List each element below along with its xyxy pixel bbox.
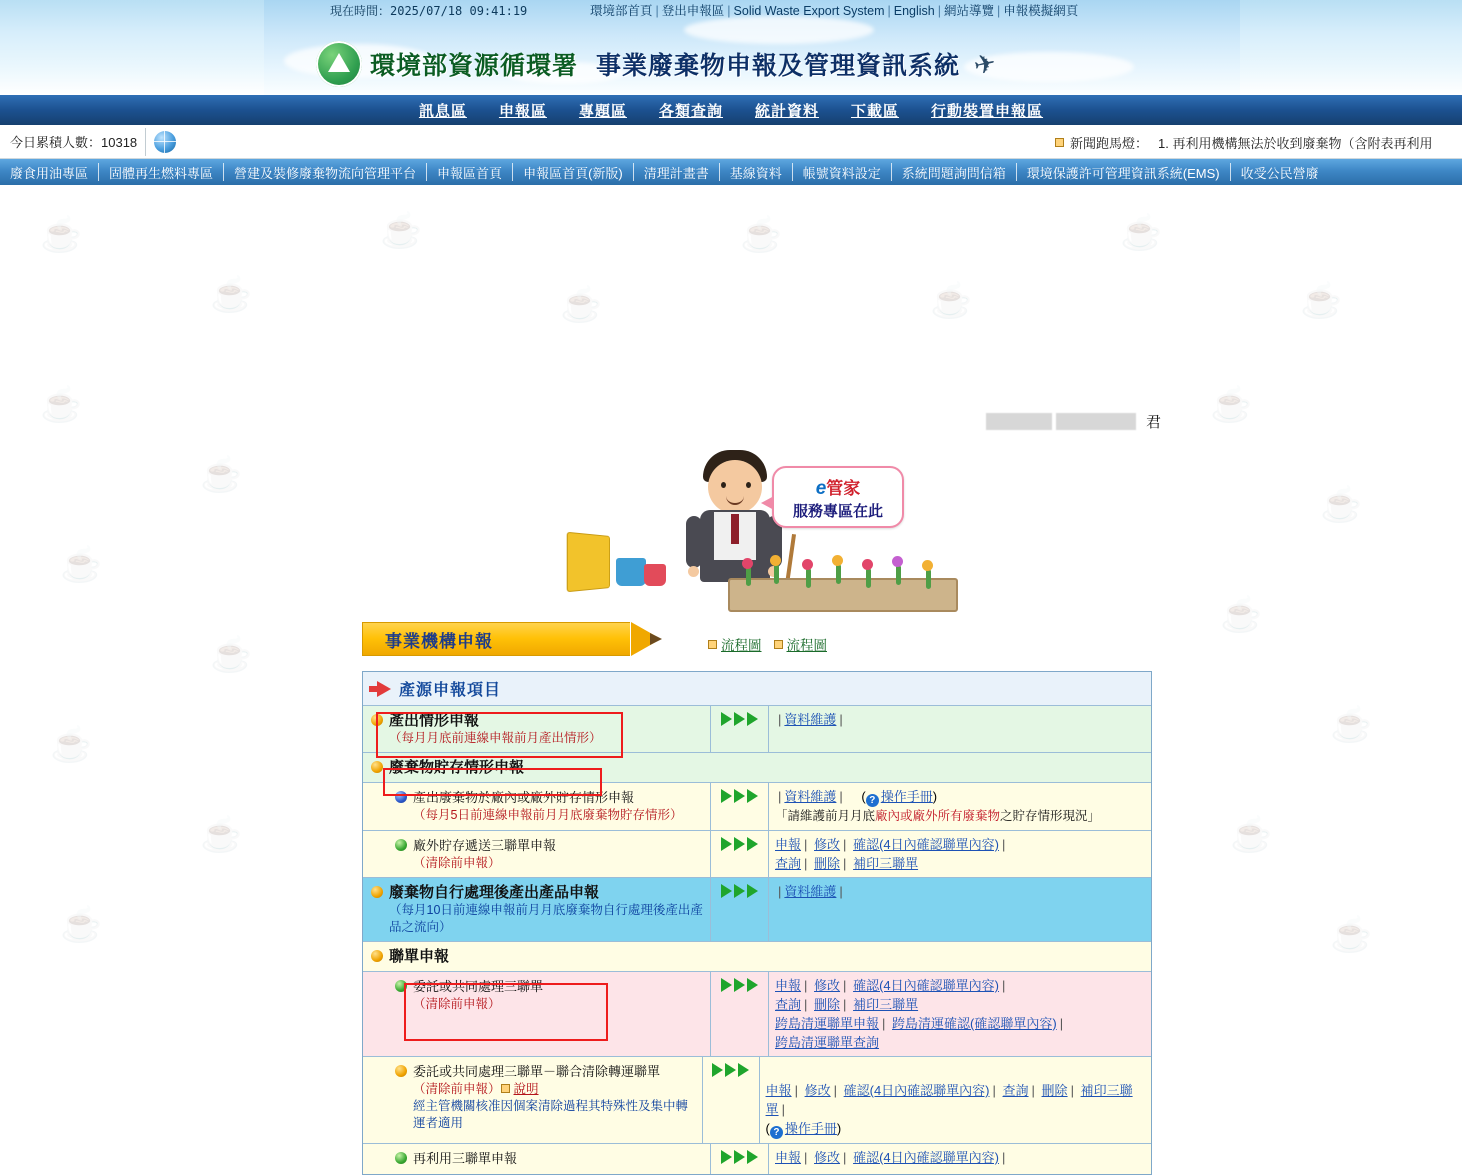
link-query[interactable]: 查詢 xyxy=(775,997,802,1012)
row-title: 再利用三聯單申報 xyxy=(413,1151,518,1166)
link-operation-manual[interactable]: 操作手冊 xyxy=(880,789,933,804)
system-name: 事業廢棄物申報及管理資訊系統 xyxy=(596,52,961,80)
flowchart-link-2[interactable]: 流程圖 xyxy=(786,638,827,653)
bullet-square-icon-2 xyxy=(774,640,783,649)
link-sitemap[interactable]: 網站導覽 xyxy=(944,4,995,18)
top-utility-bar xyxy=(0,0,1462,22)
agency-logo-icon xyxy=(316,41,362,87)
agency-name: 環境部資源循環署 xyxy=(370,52,579,80)
row-subtitle: （清除前申報） xyxy=(413,997,501,1011)
link-query[interactable]: 查詢 xyxy=(1002,1083,1029,1098)
row-label xyxy=(363,753,711,782)
link-modify[interactable]: 修改 xyxy=(814,1150,841,1165)
row-title: 委託或共同處理三聯單 xyxy=(413,979,544,994)
page-title: 事業機構申報 xyxy=(385,631,493,651)
row-title: 聯單申報 xyxy=(389,948,450,965)
table-header xyxy=(363,672,1151,706)
bucket-icon xyxy=(616,558,646,586)
link-export-system[interactable]: Solid Waste Export System xyxy=(733,4,885,18)
pencil-lead-icon xyxy=(650,633,662,645)
visitor-count: 今日累積人數：10318 xyxy=(10,135,138,150)
link-confirm[interactable]: 確認(4日內確認聯單內容) xyxy=(853,1150,999,1165)
row-links: 申報 | 修改 | 確認(4日內確認聯單內容) | 查詢 | 刪除 | 補印三聯單 | ( ? 操作手冊) xyxy=(765,1083,1133,1138)
link-modify[interactable]: 修改 xyxy=(814,837,841,852)
divider xyxy=(145,128,146,156)
table-row[interactable] xyxy=(363,942,1151,972)
row-title: 廢棄物自行處理後產出產品申報 xyxy=(389,884,600,901)
link-modify[interactable]: 修改 xyxy=(814,978,841,993)
row-label xyxy=(363,1144,711,1174)
news-label: 新聞跑馬燈： xyxy=(1070,135,1149,151)
link-data-maintenance[interactable]: 資料維護 xyxy=(784,712,837,727)
subnav-support-mailbox[interactable]: 系統問題詢問信箱 xyxy=(901,165,1006,181)
bubble-line-1-text: 管家 xyxy=(826,478,861,498)
link-declare[interactable]: 申報 xyxy=(765,1083,792,1098)
news-ticker xyxy=(1055,125,1462,159)
bullet-orange-icon xyxy=(371,886,383,898)
subnav-baseline-data[interactable]: 基線資料 xyxy=(729,165,782,181)
bubble-line-1 xyxy=(816,474,861,500)
mascot-hand-left xyxy=(688,566,699,577)
brand-row xyxy=(264,40,1240,88)
table-header-title: 產源申報項目 xyxy=(399,682,502,699)
user-name-redacted-2 xyxy=(1056,413,1136,430)
row-links: | 資料維護 | xyxy=(778,884,843,899)
mascot-eye-left xyxy=(721,482,726,488)
question-mark-icon: ? xyxy=(866,794,879,807)
menu-downloads[interactable]: 下載區 xyxy=(851,102,900,120)
flower-planter xyxy=(728,578,958,612)
subnav-declaration-home[interactable]: 申報區首頁 xyxy=(437,165,503,181)
mascot-eye-right xyxy=(746,482,751,488)
row-label xyxy=(363,942,711,971)
caution-sign-icon xyxy=(567,532,610,593)
row-label xyxy=(363,878,711,941)
bullet-orange-icon xyxy=(371,714,383,726)
row-subtitle: （每月月底前連線申報前月產出情形） xyxy=(389,731,602,745)
table-row[interactable] xyxy=(363,831,1151,878)
row-title: 委託或共同處理三聯單－聯合清除轉運聯單 xyxy=(413,1064,661,1079)
user-name-redacted xyxy=(986,413,1052,430)
bubble-line-2: 服務專區在此 xyxy=(792,502,883,520)
row-subtitle-text: （清除前申報） xyxy=(413,1082,501,1096)
row-subtitle: （清除前申報） xyxy=(413,856,501,870)
bucket-icon-2 xyxy=(644,564,666,586)
mascot-head xyxy=(708,460,762,514)
link-cross-island-query[interactable]: 跨島清運聯單查詢 xyxy=(775,1035,880,1050)
mascot-illustration xyxy=(560,438,980,613)
table-row[interactable] xyxy=(363,972,1151,1057)
flow-chart-links xyxy=(708,634,839,654)
link-cross-island-declare[interactable]: 跨島清運聯單申報 xyxy=(775,1016,880,1031)
row-arrows xyxy=(703,1057,760,1143)
link-reprint[interactable]: 補印三聯單 xyxy=(765,1083,1133,1117)
flowchart-link-1[interactable]: 流程圖 xyxy=(721,638,762,653)
row-arrows xyxy=(711,706,769,752)
current-time: 現在時間：2025/07/18 09:41:19 xyxy=(330,4,528,18)
bullet-green-icon xyxy=(395,980,407,992)
subnav-cleanup-plan[interactable]: 清理計畫書 xyxy=(643,165,709,181)
row-arrows xyxy=(711,831,769,877)
link-description[interactable]: 說明 xyxy=(513,1082,539,1096)
subnav-waste-oil[interactable]: 廢食用油專區 xyxy=(10,165,89,181)
right-arrow-icon xyxy=(377,681,391,697)
link-demo-site[interactable]: 申報模擬網頁 xyxy=(1003,4,1079,18)
main-menu xyxy=(0,95,1462,125)
link-data-maintenance[interactable]: 資料維護 xyxy=(784,884,837,899)
question-mark-icon: ? xyxy=(770,1126,783,1139)
speech-bubble xyxy=(772,466,904,528)
bullet-square-icon xyxy=(1055,138,1064,147)
declaration-items-table xyxy=(362,671,1152,1175)
table-row[interactable] xyxy=(363,783,1151,831)
menu-queries[interactable]: 各類查詢 xyxy=(658,102,723,120)
bullet-orange-icon xyxy=(371,761,383,773)
bullet-blue-icon xyxy=(395,791,407,803)
menu-statistics[interactable]: 統計資料 xyxy=(755,102,820,120)
subnav-construction-waste[interactable]: 營建及裝修廢棄物流向管理平台 xyxy=(234,165,417,181)
row-label xyxy=(363,1057,703,1143)
bullet-square-icon xyxy=(708,640,717,649)
row-description: 經主管機關核准因個案清除過程其特殊性及集中轉運者適用 xyxy=(413,1099,689,1130)
row-links: 申報 | 修改 | 確認(4日內確認聯單內容) | xyxy=(775,1150,1006,1165)
link-delete[interactable]: 刪除 xyxy=(1041,1083,1068,1098)
table-row[interactable] xyxy=(363,878,1151,942)
logged-in-user xyxy=(986,411,1161,432)
link-declare[interactable]: 申報 xyxy=(775,1150,802,1165)
link-data-maintenance[interactable]: 資料維護 xyxy=(784,789,837,804)
airplane-icon: ✈ xyxy=(971,46,999,81)
table-row[interactable] xyxy=(363,753,1151,783)
sub-navigation xyxy=(0,159,1462,185)
row-title: 廢棄物貯存情形申報 xyxy=(389,759,525,776)
visitor-counter-row xyxy=(0,125,1462,159)
section-title-banner xyxy=(362,622,682,656)
bullet-green-icon xyxy=(395,1152,407,1164)
link-cross-island-confirm[interactable]: 跨島清運確認(確認聯單內容) xyxy=(892,1016,1057,1031)
link-declare[interactable]: 申報 xyxy=(775,837,802,852)
news-text[interactable]: 1. 再利用機構無法於收到廢棄物（含附表再利用 xyxy=(1158,135,1433,151)
page-body xyxy=(0,185,1462,1166)
row-subtitle: （每月10日前連線申報前月月底廢棄物自行處理後產出產品之流向） xyxy=(389,903,703,934)
link-confirm[interactable]: 確認(4日內確認聯單內容) xyxy=(853,978,999,993)
subnav-ems[interactable]: 環境保護許可管理資訊系統(EMS) xyxy=(1026,165,1220,181)
row-label xyxy=(363,972,711,1056)
subnav-public-private[interactable]: 收受公民營廢 xyxy=(1240,165,1319,181)
row-links: 申報 | 修改 | 確認(4日內確認聯單內容) | 查詢 | 刪除 | 補印三聯單 xyxy=(775,837,1006,871)
link-operation-manual[interactable]: 操作手冊 xyxy=(784,1121,837,1136)
bullet-green-icon xyxy=(395,839,407,851)
row-arrows xyxy=(711,878,769,941)
menu-topics[interactable]: 專題區 xyxy=(578,102,627,120)
mascot-tie xyxy=(731,514,739,544)
link-reprint[interactable]: 補印三聯單 xyxy=(853,997,919,1012)
bullet-orange-icon xyxy=(371,950,383,962)
row-links: | 資料維護 | xyxy=(778,712,843,727)
link-delete[interactable]: 刪除 xyxy=(814,856,841,871)
row-subtitle: （每月5日前連線申報前月月底廢棄物貯存情形） xyxy=(413,808,683,822)
table-row[interactable] xyxy=(363,1144,1151,1174)
link-delete[interactable]: 刪除 xyxy=(814,997,841,1012)
subnav-account-settings[interactable]: 帳號資料設定 xyxy=(802,165,881,181)
bubble-e-letter: e xyxy=(815,477,827,499)
link-epa-home[interactable]: 環境部首頁 xyxy=(590,4,653,18)
row-note: 「請維護前月月底廠內或廠外所有廢棄物之貯存情形現況」 xyxy=(775,809,1101,823)
menu-messages[interactable]: 訊息區 xyxy=(418,102,467,120)
bullet-orange-icon xyxy=(395,1065,407,1077)
row-arrows xyxy=(711,783,769,830)
row-label xyxy=(363,831,711,877)
row-links: | 資料維護 | ( ? 操作手冊) 「請維護前月月底廠內或廠外所有廢棄物之貯存情形現況」 xyxy=(769,783,1151,830)
row-arrows xyxy=(711,1144,769,1174)
row-title: 廠外貯存遞送三聯單申報 xyxy=(413,838,557,853)
site-banner xyxy=(0,0,1462,95)
table-row[interactable] xyxy=(363,706,1151,753)
menu-mobile-declaration[interactable]: 行動裝置申報區 xyxy=(931,102,1044,120)
link-confirm[interactable]: 確認(4日內確認聯單內容) xyxy=(853,837,999,852)
bullet-square-icon xyxy=(501,1084,510,1093)
row-links: 申報 | 修改 | 確認(4日內確認聯單內容) | 查詢 | 刪除 | 補印三聯單 跨島清運聯單申報 | 跨島清運確認(確認聯單內容) | 跨島清運聯單查詢 xyxy=(775,978,1064,1050)
row-subtitle xyxy=(413,1081,698,1098)
globe-icon[interactable] xyxy=(154,131,176,153)
link-confirm[interactable]: 確認(4日內確認聯單內容) xyxy=(843,1083,990,1098)
link-reprint[interactable]: 補印三聯單 xyxy=(853,856,919,871)
user-suffix: 君 xyxy=(1146,414,1162,431)
table-row[interactable] xyxy=(363,1057,1151,1144)
link-declare[interactable]: 申報 xyxy=(775,978,802,993)
link-modify[interactable]: 修改 xyxy=(804,1083,831,1098)
subnav-declaration-home-new[interactable]: 申報區首頁(新版) xyxy=(523,165,623,181)
row-label xyxy=(363,783,711,830)
link-query[interactable]: 查詢 xyxy=(775,856,802,871)
row-note-highlight: 廠內或廠外所有廢棄物 xyxy=(875,809,1001,823)
row-arrows xyxy=(711,972,769,1056)
row-title: 產出情形申報 xyxy=(389,712,480,729)
utility-links: 環境部首頁 | 登出申報區 | Solid Waste Export System | English | 網站導覽 | 申報模擬網頁 xyxy=(590,4,1079,18)
link-logout[interactable]: 登出申報區 xyxy=(661,4,725,18)
pencil-body xyxy=(362,622,630,656)
link-english[interactable]: English xyxy=(893,4,935,18)
row-label xyxy=(363,706,711,752)
row-title: 產出廢棄物於廠內或廠外貯存情形申報 xyxy=(413,790,635,805)
menu-declaration[interactable]: 申報區 xyxy=(498,102,547,120)
background-watermark: ☕ ☕ ☕ ☕ ☕ ☕ ☕ ☕ ☕ ☕ ☕ ☕ ☕ ☕ ☕ ☕ ☕ ☕ ☕ ☕ ☕ xyxy=(40,213,1373,954)
subnav-srf[interactable]: 固體再生燃料專區 xyxy=(109,165,214,181)
